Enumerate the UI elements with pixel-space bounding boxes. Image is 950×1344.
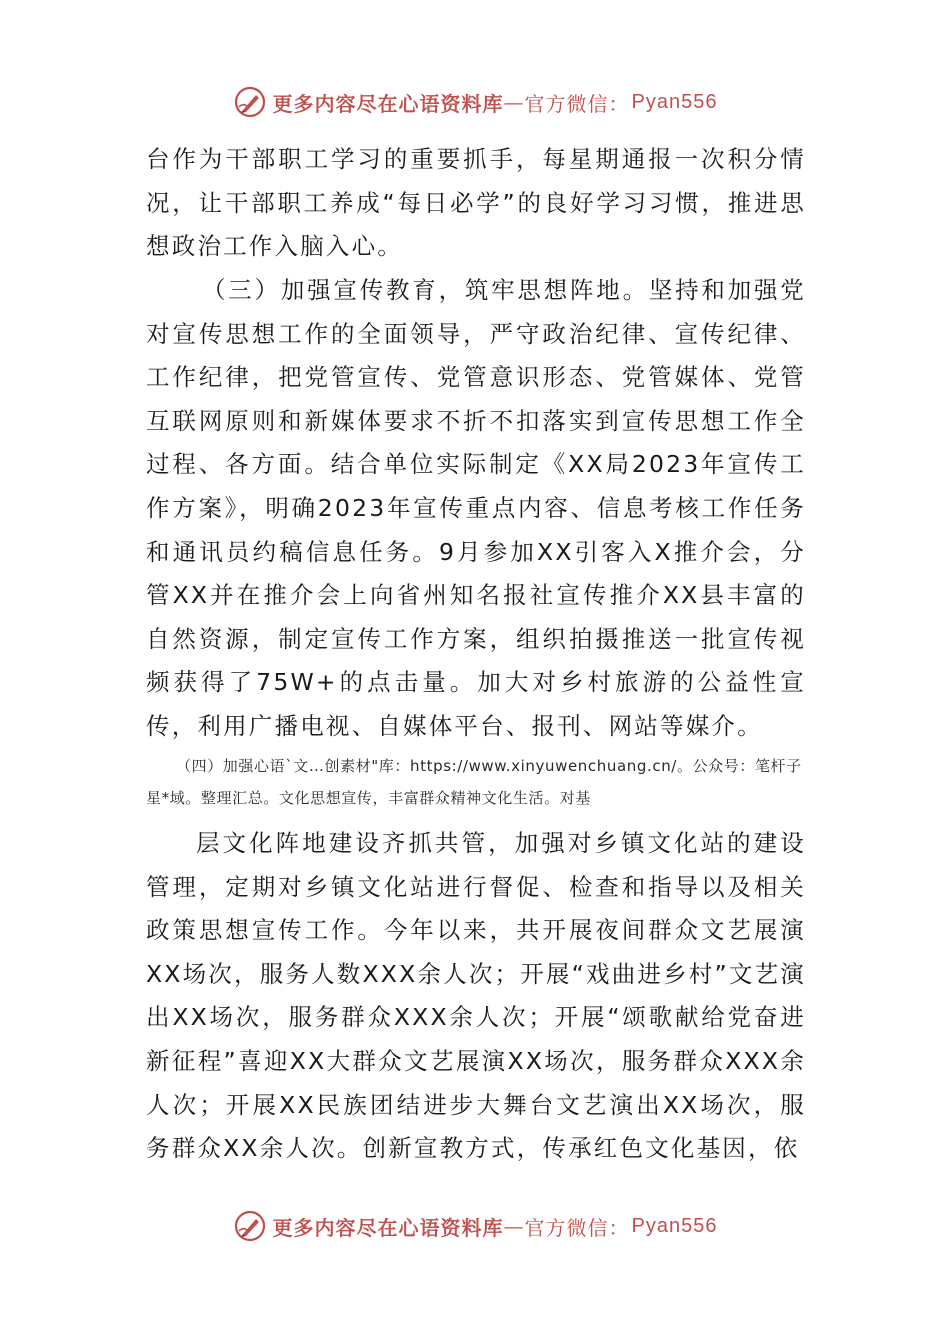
header-banner bbox=[0, 82, 950, 122]
footer-banner bbox=[0, 1206, 950, 1246]
header-dash: — bbox=[503, 90, 525, 114]
footer-wechat-label: 官方微信： bbox=[524, 1215, 630, 1240]
header-wechat-label: 官方微信： bbox=[524, 91, 630, 116]
pen-logo-icon bbox=[233, 85, 267, 119]
header-wechat-id: Pyan556 bbox=[631, 90, 718, 113]
paragraph-4: 层文化阵地建设齐抓共管，加强对乡镇文化站的建设管理，定期对乡镇文化站进行督促、检查和指导以及相关政策思想宣传工作。今年以来，共开展夜间群众文艺展演XX场次，服务人数XXX余人次；开展“戏曲进乡村”文艺演出XX场次，服务群众XXX余人次；开展“颂歌献给党奋进新征程”喜迎XX大群众文艺展演XX场次，服务群众XXX余人次；开展XX民族团结进步大舞台文艺演出XX场次，服务群众XX余人次。创新宣教方式，传承红色文化基因，依 bbox=[146, 829, 806, 1163]
paragraph-1: 台作为干部职工学习的重要抓手，每星期通报一次积分情况，让干部职工养成“每日必学”的良好学习习惯，推进思想政治工作入脑入心。 bbox=[146, 145, 806, 261]
footer-site-name: 更多内容尽在心语资料库 bbox=[272, 1215, 504, 1240]
footer-dash: — bbox=[503, 1214, 525, 1238]
paragraph-3-note: （四）加强心语`文…创素材"库：https://www.xinyuwenchuang.cn/。公众号：笔杆子星*域。整理汇总。文化思想宣传，丰富群众精神文化生活。对基 bbox=[146, 757, 802, 807]
pen-logo-icon bbox=[233, 1209, 267, 1243]
header-site-name: 更多内容尽在心语资料库 bbox=[272, 91, 504, 116]
footer-wechat-id: Pyan556 bbox=[631, 1214, 718, 1237]
paragraph-2: （三）加强宣传教育，筑牢思想阵地。坚持和加强党对宣传思想工作的全面领导，严守政治纪律、宣传纪律、工作纪律，把党管宣传、党管意识形态、党管媒体、党管互联网原则和新媒体要求不折不扣落实到宣传思想工作全过程、各方面。结合单位实际制定《XX局2023年宣传工作方案》，明确2023年宣传重点内容、信息考核工作任务和通讯员约稿信息任务。9月参加XX引客入X推介会，分管XX并在推介会上向省州知名报社宣传推介XX县丰富的自然资源，制定宣传工作方案，组织拍摄推送一批宣传视频获得了75W+的点击量。加大对乡村旅游的公益性宣传，利用广播电视、自媒体平台、报刊、网站等媒介。 bbox=[146, 276, 806, 740]
